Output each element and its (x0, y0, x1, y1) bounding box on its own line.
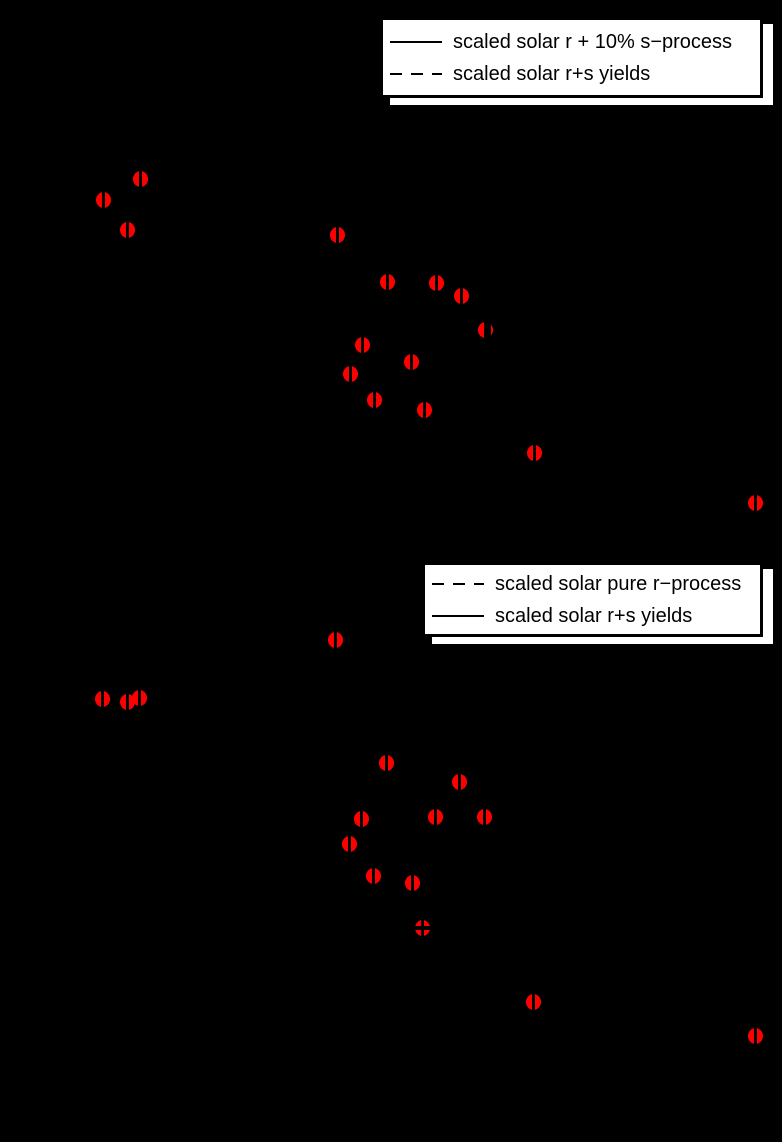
data-point-marker (405, 875, 420, 891)
errorbar-icon (373, 392, 376, 408)
data-point-marker (478, 322, 493, 338)
errorbar-icon (423, 402, 426, 418)
errorbar-icon (410, 354, 413, 370)
data-point-marker (328, 632, 343, 648)
solid-line-icon (432, 615, 484, 617)
curve-occlusion (487, 322, 491, 338)
data-point-marker (417, 402, 432, 418)
legend-label: scaled solar pure r−process (495, 572, 742, 595)
data-point-marker (379, 755, 394, 771)
errorbar-icon (435, 275, 438, 291)
errorbar-icon (754, 1028, 757, 1044)
data-point-marker (527, 445, 542, 461)
legend-entry (432, 572, 760, 596)
data-point-marker (342, 836, 357, 852)
data-point-marker (133, 171, 148, 187)
data-point-marker (132, 690, 147, 706)
errorbar-icon (348, 836, 351, 852)
legend-box-top (380, 17, 763, 98)
errorbar-icon (334, 632, 337, 648)
data-point-marker (95, 691, 110, 707)
data-point-marker (96, 192, 111, 208)
legend-entry (390, 62, 760, 86)
data-point-marker (452, 774, 467, 790)
dashed-line-icon (432, 583, 484, 585)
legend-label: scaled solar r+s yields (453, 62, 651, 85)
dashed-line-icon (390, 73, 442, 75)
curve-occlusion (415, 926, 430, 930)
errorbar-icon (139, 171, 142, 187)
legend-label: scaled solar r + 10% s−process (453, 30, 733, 53)
data-point-marker (429, 275, 444, 291)
errorbar-icon (434, 809, 437, 825)
data-point-marker (366, 868, 381, 884)
legend-box-bottom (422, 562, 763, 637)
errorbar-icon (483, 809, 486, 825)
data-point-marker (477, 809, 492, 825)
data-point-marker (330, 227, 345, 243)
solid-line-icon (390, 41, 442, 43)
data-point-marker (355, 337, 370, 353)
errorbar-icon (411, 875, 414, 891)
errorbar-icon (349, 366, 352, 382)
data-point-marker (404, 354, 419, 370)
errorbar-icon (102, 192, 105, 208)
errorbar-icon (336, 227, 339, 243)
errorbar-icon (372, 868, 375, 884)
errorbar-icon (361, 337, 364, 353)
errorbar-icon (138, 690, 141, 706)
errorbar-icon (126, 694, 129, 710)
data-point-marker (120, 222, 135, 238)
legend-entry (390, 30, 760, 54)
data-point-marker (343, 366, 358, 382)
errorbar-icon (385, 755, 388, 771)
errorbar-icon (533, 445, 536, 461)
data-point-marker (354, 811, 369, 827)
errorbar-icon (532, 994, 535, 1010)
errorbar-icon (754, 495, 757, 511)
data-point-marker (428, 809, 443, 825)
data-point-marker (454, 288, 469, 304)
errorbar-icon (360, 811, 363, 827)
data-point-marker (415, 920, 430, 936)
errorbar-icon (101, 691, 104, 707)
data-point-marker (748, 1028, 763, 1044)
data-point-marker (380, 274, 395, 290)
errorbar-icon (458, 774, 461, 790)
legend-label: scaled solar r+s yields (495, 604, 693, 627)
legend-entry (432, 604, 760, 628)
data-point-marker (367, 392, 382, 408)
errorbar-icon (386, 274, 389, 290)
errorbar-icon (460, 288, 463, 304)
data-point-marker (748, 495, 763, 511)
errorbar-icon (126, 222, 129, 238)
data-point-marker (526, 994, 541, 1010)
